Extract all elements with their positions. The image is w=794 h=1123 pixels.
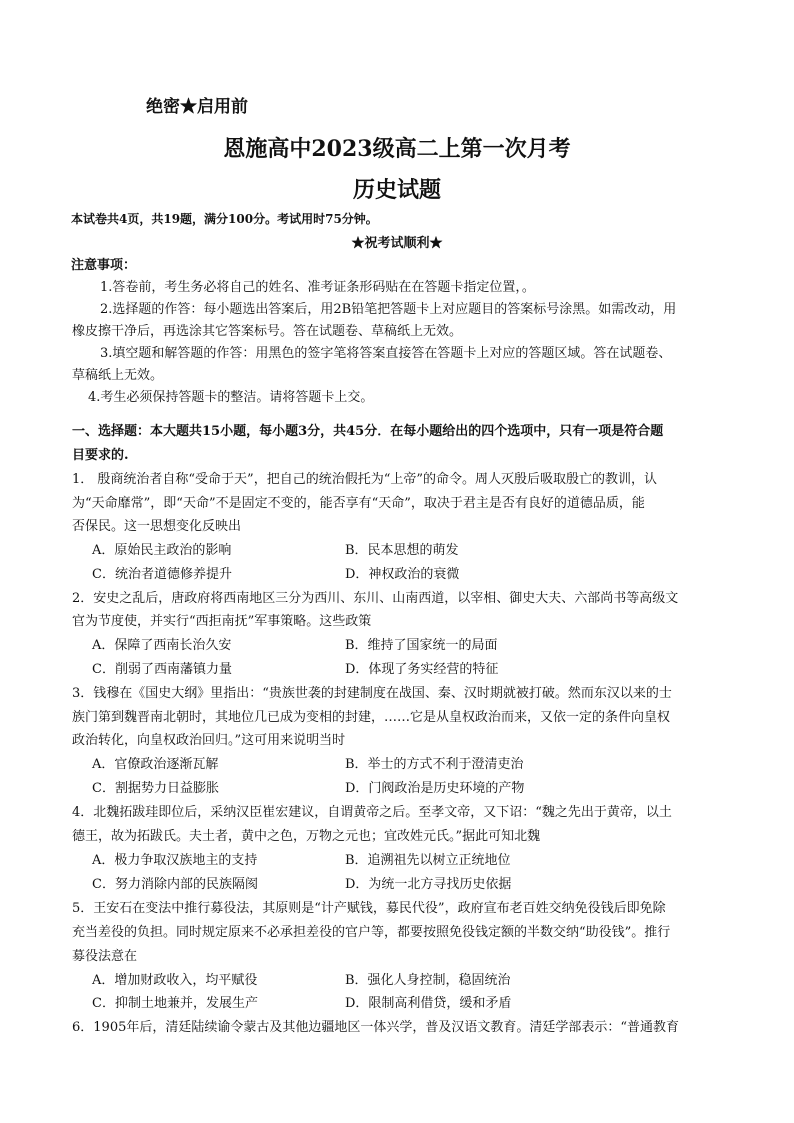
question-1-option-a: A．原始民主政治的影响 — [92, 543, 232, 558]
question-1-text: 否保民。这一思想变化反映出 — [72, 519, 242, 534]
exam-subtitle: 历史试题 — [352, 177, 441, 203]
good-luck-line: ★祝考试顺利★ — [351, 236, 443, 251]
question-2-text: 2．安史之乱后，唐政府将西南地区三分为西川、东川、山南西道，以宰相、御史大夫、六部尚书等高级文 — [72, 591, 679, 606]
notice-line: 4.考生必须保持答题卡的整洁。请将答题卡上交。 — [88, 390, 374, 405]
question-1-option-b: B．民本思想的萌发 — [345, 543, 459, 558]
exam-intro: 本试卷共4页，共19题，满分100分。考试用时75分钟。 — [71, 212, 378, 226]
question-1-text: 为“天命靡常”，即“天命”不是固定不变的，能否享有“天命”，取决于君主是否有良好的道德品质，能 — [72, 496, 645, 511]
question-4-option-c: C．努力消除内部的民族隔阂 — [92, 877, 258, 892]
section-heading: 一、选择题：本大题共15小题，每小题3分，共45分．在每小题给出的四个选项中，只有一项是符合题 — [72, 424, 664, 439]
question-2-option-c: C．削弱了西南藩镇力量 — [92, 662, 232, 677]
question-3-option-b: B．举士的方式不利于澄清吏治 — [345, 757, 524, 772]
section-heading-cont: 目要求的. — [72, 448, 129, 463]
question-5-text: 5．王安石在变法中推行募役法，其原则是“计产赋钱，募民代役”，政府宣布老百姓交纳免役钱后即免除 — [72, 901, 666, 916]
notice-line: 3.填空题和解答题的作答：用黑色的签字笔将答案直接答在答题卡上对应的答题区域。答在试题卷、 — [100, 346, 672, 361]
question-4-option-d: D．为统一北方寻找历史依据 — [345, 877, 512, 892]
question-4-text: 德王，故为拓跋氏。夫土者，黄中之色，万物之元也；宜改姓元氏。”据此可知北魏 — [72, 829, 541, 844]
notice-heading: 注意事项： — [71, 258, 137, 273]
question-6-text: 6．1905年后，清廷陆续谕令蒙古及其他边疆地区一体兴学，普及汉语文教育。清廷学部表示：“普通教育 — [72, 1020, 680, 1035]
notice-line: 橡皮擦干净后，再选涂其它答案标号。答在试题卷、草稿纸上无效。 — [72, 324, 463, 339]
question-5-option-a: A．增加财政收入，均平赋役 — [92, 973, 258, 988]
question-3-text: 族门第到魏晋南北朝时，其地位几已成为变相的封建，……它是从皇权政治而来，又依一定的条件向皇权 — [72, 710, 671, 725]
question-2-option-d: D．体现了务实经营的特征 — [345, 662, 499, 677]
confidential-label: 绝密★启用前 — [146, 97, 248, 117]
question-5-option-d: D．限制高利借贷，缓和矛盾 — [345, 996, 512, 1011]
question-2-text: 官为节度使，并实行“西拒南抚”军事策略。这些政策 — [72, 614, 372, 629]
question-3-option-a: A．官僚政治逐渐瓦解 — [92, 757, 219, 772]
exam-title: 恩施高中2023级高二上第一次月考 — [223, 136, 571, 162]
notice-line: 1.答卷前，考生务必将自己的姓名、准考证条形码贴在在答题卡指定位置，。 — [100, 280, 535, 295]
question-4-text: 4．北魏拓跋珪即位后，采纳汉臣崔宏建议，自谓黄帝之后。至孝文帝，又下诏：“魏之先出于黄帝，以土 — [72, 805, 672, 820]
question-2-option-b: B．维持了国家统一的局面 — [345, 638, 498, 653]
question-5-option-c: C．抑制土地兼并，发展生产 — [92, 996, 258, 1011]
question-4-option-a: A．极力争取汉族地主的支持 — [92, 853, 258, 868]
question-1-option-d: D．神权政治的衰微 — [345, 567, 460, 582]
question-5-text: 募役法意在 — [72, 949, 138, 964]
question-5-text: 充当差役的负担。同时规定原来不必承担差役的官户等，都要按照免役钱定额的半数交纳“助役钱”。推行 — [72, 925, 671, 940]
notice-line: 草稿纸上无效。 — [72, 368, 164, 383]
question-2-option-a: A．保障了西南长治久安 — [92, 638, 232, 653]
question-5-option-b: B．强化人身控制，稳固统治 — [345, 973, 511, 988]
question-3-option-d: D．门阀政治是历史环境的产物 — [345, 781, 525, 796]
question-4-option-b: B．追溯祖先以树立正统地位 — [345, 853, 511, 868]
question-3-text: 政治转化，向皇权政治回归。”这可用来说明当时 — [72, 733, 346, 748]
question-1-text: 1． 殷商统治者自称“受命于天”，把自己的统治假托为“上帝”的命令。周人灭殷后吸取殷亡的教训，认 — [72, 472, 657, 487]
question-1-option-c: C．统治者道德修养提升 — [92, 567, 232, 582]
question-3-option-c: C．割据势力日益膨胀 — [92, 781, 219, 796]
notice-line: 2.选择题的作答：每小题选出答案后，用2B铅笔把答题卡上对应题目的答案标号涂黑。如需改动，用 — [100, 302, 677, 317]
question-3-text: 3．钱穆在《国史大纲》里指出：“贵族世袭的封建制度在战国、秦、汉时期就被打破。然而东汉以来的士 — [72, 686, 672, 701]
